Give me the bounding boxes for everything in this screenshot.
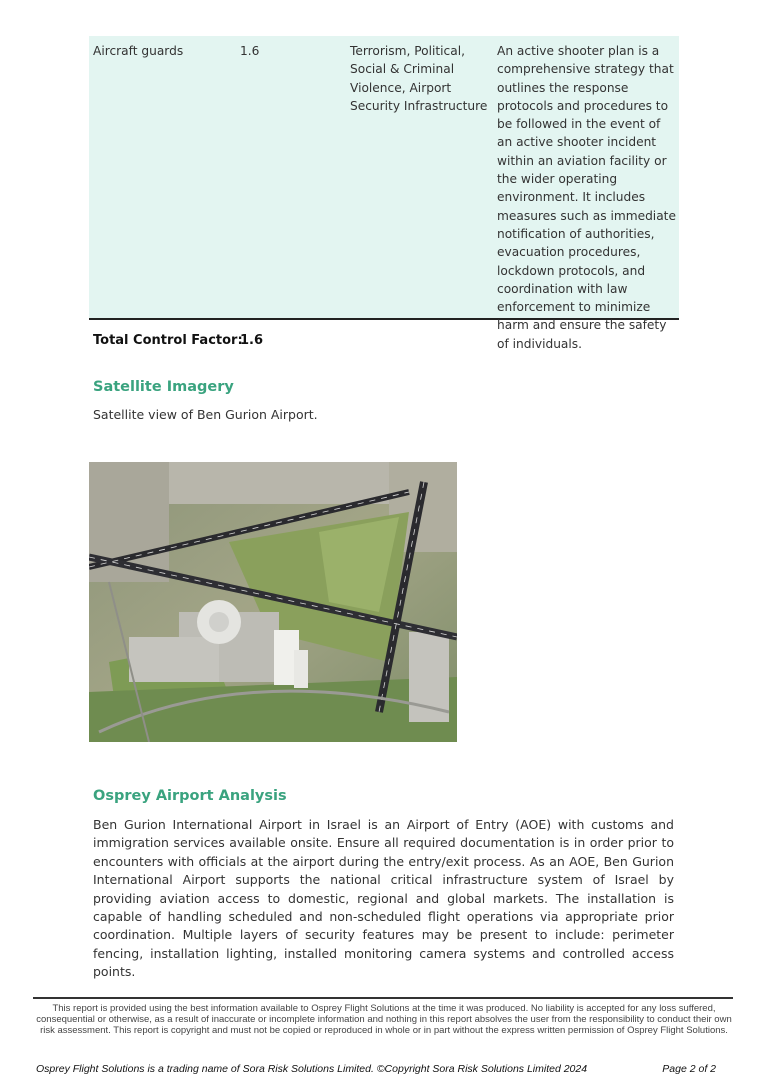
satellite-imagery-heading: Satellite Imagery bbox=[93, 379, 234, 395]
airport-analysis-heading: Osprey Airport Analysis bbox=[93, 788, 287, 804]
satellite-image bbox=[89, 462, 457, 742]
total-control-factor-label: Total Control Factor: bbox=[93, 333, 243, 348]
control-factor: 1.6 bbox=[240, 44, 260, 58]
airport-analysis-body: Ben Gurion International Airport in Israel is an Airport of Entry (AOE) with customs and immigration services available onsite. Ensure all required documentation is in order prior to encounters with officials at the airport during the entry/exit process. As an AOE, Ben Gurion International Airport supports the national critical infrastructure system of Israel by providing aviation access to domestic, regional and global markets. The installation is capable of handling scheduled and non-scheduled flight operations via appropriate prior coordination. Multiple layers of security features may be present to include: perimeter fencing, installation lighting, installed monitoring camera systems and controlled access points. bbox=[93, 817, 674, 980]
threat-category: Terrorism, Political, Social & Criminal Violence, Airport Security Infrastructure bbox=[350, 44, 488, 113]
total-control-factor bbox=[93, 333, 264, 348]
page-number: Page 2 of 2 bbox=[662, 1063, 716, 1075]
control-name: Aircraft guards bbox=[93, 44, 184, 58]
footer-trading-name: Osprey Flight Solutions is a trading name of Sora Risk Solutions Limited. ©Copyright Sora Risk Solutions Limited 2024 bbox=[36, 1063, 588, 1075]
control-description: An active shooter plan is a comprehensive strategy that outlines the response protocols and procedures to be followed in the event of an active shooter incident within an aviation facility or the wider operating environment. It includes measures such as immediate notification of authorities, evacuation procedures, lockdown protocols, and coordination with law enforcement to minimize harm and ensure the safety of individuals. bbox=[497, 44, 676, 351]
total-control-factor-value: 1.6 bbox=[240, 333, 264, 348]
footer-divider bbox=[33, 997, 733, 999]
satellite-caption: Satellite view of Ben Gurion Airport. bbox=[93, 407, 318, 422]
footer-disclaimer: This report is provided using the best information available to Osprey Flight Solutions at the time it was produced. No liability is accepted for any loss suffered, consequential or otherwise, as a result of inaccurate or incomplete information and nothing in this report absolves the user from the responsibility to conduct their own risk assessment. This report is copyright and must not be copied or reproduced in whole or in part without the express written permission of Osprey Flight Solutions. bbox=[36, 1003, 732, 1036]
